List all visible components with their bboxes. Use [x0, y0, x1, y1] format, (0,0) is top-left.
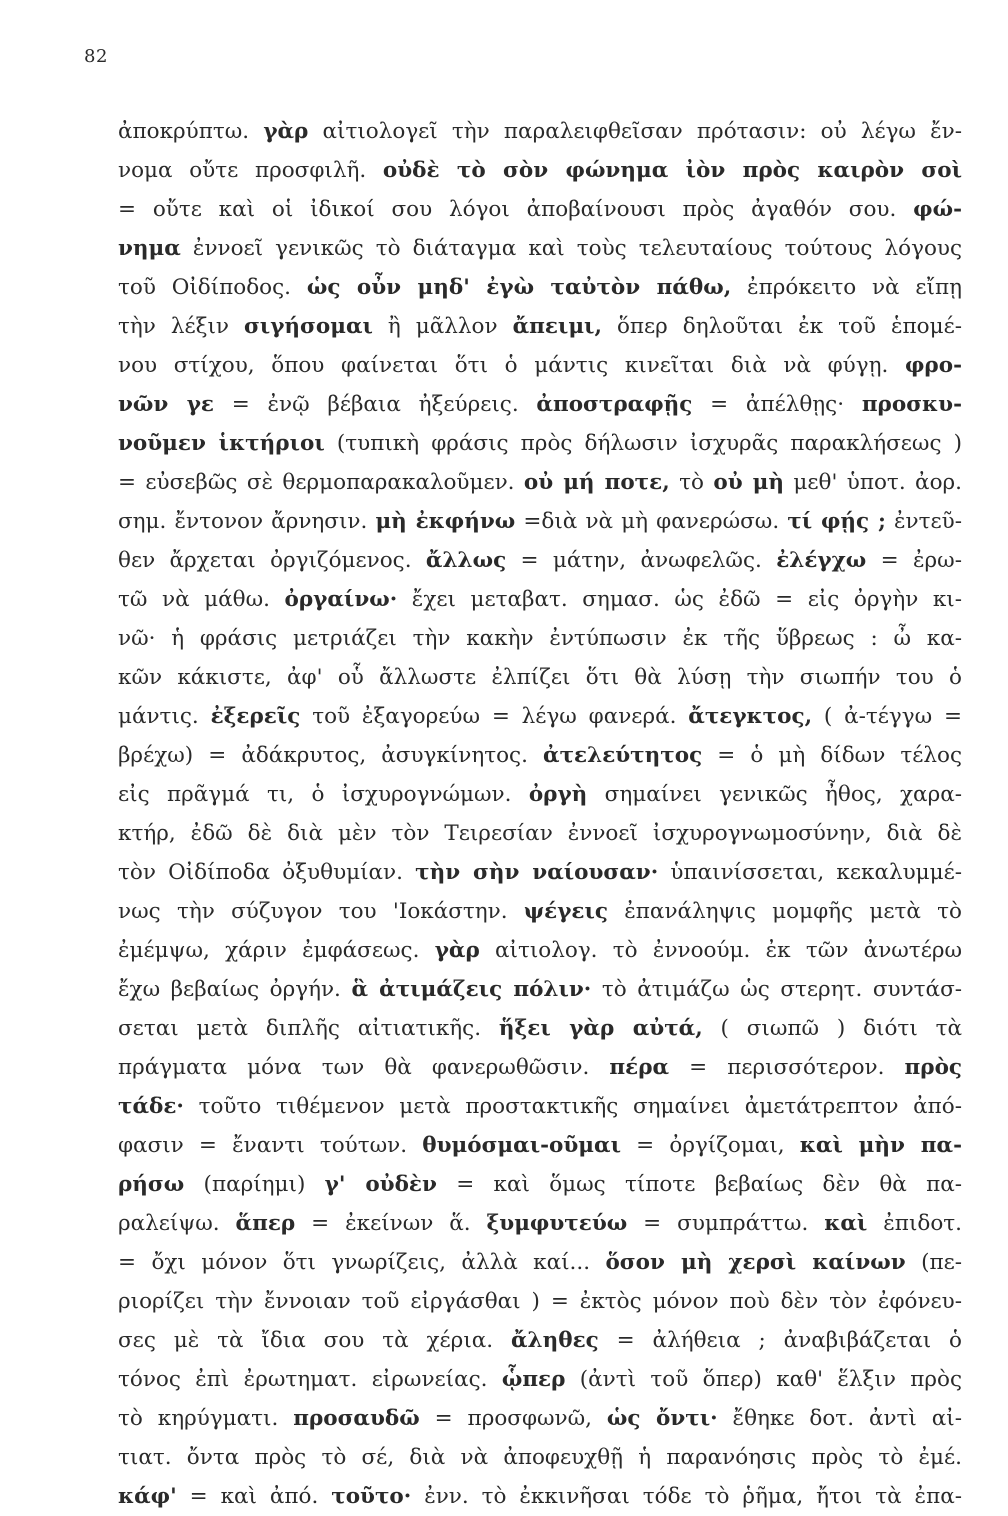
lemma-term: καὶ μὴν πα- [799, 1133, 962, 1158]
lemma-term: πρὸς [904, 1055, 962, 1080]
commentary-text: μάντις. [118, 704, 211, 729]
lemma-term: προσκυ- [861, 392, 962, 417]
text-line [118, 1204, 962, 1243]
text-line [118, 775, 962, 814]
commentary-text: αἰτιολογεῖ τὴν παραλειφθεῖσαν πρότασιν: οὐ λέγω ἔν- [308, 119, 962, 144]
lemma-term: καὶ [824, 1211, 868, 1236]
text-line [118, 463, 962, 502]
commentary-text: ὅπερ δηλοῦται ἐκ τοῦ ἑπομέ- [601, 314, 962, 339]
commentary-text: πράγματα μόνα των θὰ φανερωθῶσιν. [118, 1055, 610, 1080]
lemma-term: πέρα [609, 1055, 670, 1080]
lemma-term: φρο- [904, 353, 962, 378]
text-line [118, 229, 962, 268]
commentary-text: = ἀλήθεια ; ἀναβιβάζεται ὁ [598, 1328, 962, 1353]
lemma-term: νῶν γε [118, 392, 214, 417]
commentary-text: ἔχει μεταβατ. σημασ. ὡς ἐδῶ = εἰς ὀργὴν κι- [397, 587, 962, 612]
commentary-text: ἐμέμψω, χάριν ἐμφάσεως. [118, 938, 435, 963]
lemma-term: φώ- [913, 197, 962, 222]
text-line [118, 190, 962, 229]
lemma-term: ἐξερεῖς [210, 704, 301, 729]
lemma-term: ἄτεγκτος, [688, 704, 813, 729]
commentary-text: = ἐνῷ βέβαια ἠξεύρεις. [213, 392, 537, 417]
commentary-text: = οὔτε καὶ οἱ ἰδικοί σου λόγοι ἀποβαίνουσι πρὸς ἀγαθόν σου. [118, 197, 914, 222]
lemma-term: ἄληθες [511, 1328, 599, 1353]
commentary-text: φασιν = ἔναντι τούτων. [118, 1133, 423, 1158]
page-number: 82 [84, 46, 108, 67]
text-line [118, 736, 962, 775]
lemma-term: ὀργὴ [528, 782, 588, 807]
commentary-text: = εὐσεβῶς σὲ θερμοπαρακαλοῦμεν. [118, 470, 524, 495]
commentary-text: ἐνν. τὸ ἐκκινῆσαι τόδε τὸ ῥῆμα, ἤτοι τὰ ἐπα- [411, 1484, 962, 1509]
text-line [118, 970, 962, 1009]
text-line [118, 1360, 962, 1399]
commentary-text: ἔθηκε δοτ. ἀντὶ αἰ- [717, 1406, 962, 1431]
text-line [118, 385, 962, 424]
lemma-term: γὰρ [434, 938, 480, 963]
commentary-text: ριορίζει τὴν ἔννοιαν τοῦ εἰργάσθαι ) = ἐκτὸς μόνον ποὺ δὲν τὸν ἐφόνευ- [118, 1289, 962, 1314]
commentary-text: = προσφωνῶ, [419, 1406, 607, 1431]
text-line [118, 619, 962, 658]
text-line [118, 1009, 962, 1048]
text-line [118, 1477, 962, 1516]
commentary-text: ( σιωπῶ ) διότι τὰ [702, 1016, 962, 1041]
lemma-term: τί φῄς ; [787, 509, 886, 534]
commentary-text: νου στίχου, ὅπου φαίνεται ὅτι ὁ μάντις κινεῖται διὰ νὰ φύγῃ. [118, 353, 905, 378]
commentary-text: κτήρ, ἐδῶ δὲ διὰ μὲν τὸν Τειρεσίαν ἐννοεῖ ἰσχυρογνωμοσύνην, διὰ δὲ [118, 821, 962, 846]
commentary-text: ἐντεῦ- [885, 509, 962, 534]
commentary-text: = ἐρω- [866, 548, 962, 573]
text-line [118, 853, 962, 892]
lemma-term: ἀτελεύτητος [543, 743, 703, 768]
text-line [118, 1282, 962, 1321]
text-line [118, 658, 962, 697]
lemma-term: ἄπειμι, [512, 314, 602, 339]
commentary-text: αἰτιολογ. τὸ ἐννοούμ. ἐκ τῶν ἀνωτέρω [479, 938, 962, 963]
commentary-text: (πε- [905, 1250, 962, 1275]
commentary-text: =διὰ νὰ μὴ φανερώσω. [515, 509, 788, 534]
commentary-text: τὸ [669, 470, 714, 495]
lemma-term: ἀποστραφῇς [536, 392, 693, 417]
commentary-text: (ἀντὶ τοῦ ὅπερ) καθ' ἕλξιν πρὸς [565, 1367, 962, 1392]
text-line [118, 1048, 962, 1087]
lemma-term: ἃ ἀτιμάζεις πόλιν· [351, 977, 592, 1002]
lemma-term: ὡς ὄντι· [606, 1406, 718, 1431]
text-line [118, 307, 962, 346]
commentary-text: νομα οὔτε προσφιλῆ. [118, 158, 383, 183]
commentary-text: μεθ' ὑποτ. ἀορ. [784, 470, 962, 495]
text-line [118, 112, 962, 151]
commentary-text: (τυπικὴ φράσις πρὸς δήλωσιν ἰσχυρᾶς παρακλήσεως ) [324, 431, 962, 456]
commentary-text: ἔχω βεβαίως ὀργήν. [118, 977, 352, 1002]
commentary-text: = μάτην, ἀνωφελῶς. [506, 548, 777, 573]
commentary-text: νῶ· ἡ φράσις μετριάζει τὴν κακὴν ἐντύπωσιν ἐκ τῆς ὕβρεως : ὦ κα- [118, 626, 962, 651]
commentary-text: τόνος ἐπὶ ἐρωτηματ. εἰρωνείας. [118, 1367, 502, 1392]
lemma-term: ὅσον μὴ χερσὶ καίνων [605, 1250, 906, 1275]
lemma-term: νημα [118, 236, 181, 261]
commentary-text: ἀποκρύπτω. [118, 119, 264, 144]
text-line [118, 1243, 962, 1282]
lemma-term: ἐλέγχω [776, 548, 867, 573]
lemma-term: γ' οὐδὲν [324, 1172, 437, 1197]
text-line [118, 346, 962, 385]
text-line [118, 580, 962, 619]
lemma-term: ρήσω [118, 1172, 185, 1197]
commentary-text: = καὶ ὅμως τίποτε βεβαίως δὲν θὰ πα- [436, 1172, 962, 1197]
text-line [118, 424, 962, 463]
text-line [118, 1165, 962, 1204]
text-line [118, 151, 962, 190]
lemma-term: νοῦμεν ἱκτήριοι [118, 431, 325, 456]
commentary-text: ἐπιδοτ. [867, 1211, 962, 1236]
commentary-text: ἐννοεῖ γενικῶς τὸ διάταγμα καὶ τοὺς τελευταίους τούτους λόγους [180, 236, 962, 261]
text-line [118, 541, 962, 580]
commentary-text: σες μὲ τὰ ἴδια σου τὰ χέρια. [118, 1328, 511, 1353]
commentary-text: τῶ νὰ μάθω. [118, 587, 285, 612]
lemma-term: κάφ' [118, 1484, 177, 1509]
commentary-text: ὑπαινίσσεται, κεκαλυμμέ- [658, 860, 962, 885]
commentary-text: τὴν λέξιν [118, 314, 244, 339]
body-text [118, 112, 962, 1516]
commentary-text: τὸ ἀτιμάζω ὡς στερητ. συντάσ- [591, 977, 962, 1002]
commentary-text: ἐπρόκειτο νὰ εἴπῃ [731, 275, 962, 300]
commentary-text: = ὄχι μόνον ὅτι γνωρίζεις, ἀλλὰ καί... [118, 1250, 606, 1275]
commentary-text: ραλείψω. [118, 1211, 236, 1236]
lemma-term: ξυμφυτεύω [486, 1211, 628, 1236]
commentary-text: εἰς πρᾶγμά τι, ὁ ἰσχυρογνώμων. [118, 782, 529, 807]
commentary-text: σημ. ἔντονον ἄρνησιν. [118, 509, 376, 534]
commentary-text: τὸν Οἰδίποδα ὀξυθυμίαν. [118, 860, 416, 885]
lemma-term: οὐ μὴ [713, 470, 785, 495]
lemma-term: οὐδὲ τὸ σὸν φώνημα ἰὸν πρὸς καιρὸν σοὶ [382, 158, 962, 183]
text-line [118, 1438, 962, 1477]
commentary-text: ἐπανάληψις μομφῆς μετὰ τὸ [607, 899, 962, 924]
lemma-term: θυμόσμαι-οῦμαι [422, 1133, 621, 1158]
commentary-text: = συμπράττω. [627, 1211, 825, 1236]
commentary-text: σεται μετὰ διπλῆς αἰτιατικῆς. [118, 1016, 499, 1041]
commentary-text: = ὁ μὴ δίδων τέλος [702, 743, 962, 768]
lemma-term: τοῦτο· [331, 1484, 412, 1509]
lemma-term: τάδε· [118, 1094, 184, 1119]
commentary-text: = ἀπέλθῃς· [692, 392, 862, 417]
commentary-text: τιατ. ὄντα πρὸς τὸ σέ, διὰ νὰ ἀποφευχθῇ ἡ παρανόησις πρὸς τὸ ἐμέ. [118, 1445, 962, 1470]
commentary-text: βρέχω) = ἀδάκρυτος, ἀσυγκίνητος. [118, 743, 544, 768]
text-line [118, 814, 962, 853]
lemma-term: ψέγεις [523, 899, 608, 924]
lemma-term: σιγήσομαι [243, 314, 373, 339]
lemma-term: ἥξει γὰρ αὐτά, [498, 1016, 703, 1041]
commentary-text: ( ἀ-τέγγω = [812, 704, 962, 729]
commentary-text: σημαίνει γενικῶς ἦθος, χαρα- [587, 782, 962, 807]
commentary-text: τὸ κηρύγματι. [118, 1406, 294, 1431]
text-line [118, 502, 962, 541]
lemma-term: προσαυδῶ [293, 1406, 420, 1431]
commentary-text: (παρίημι) [184, 1172, 325, 1197]
commentary-text: θεν ἄρχεται ὀργιζόμενος. [118, 548, 426, 573]
text-line [118, 1399, 962, 1438]
lemma-term: ἅπερ [235, 1211, 296, 1236]
commentary-text: νως τὴν σύζυγον του 'Ιοκάστην. [118, 899, 524, 924]
lemma-term: μὴ ἐκφήνω [375, 509, 516, 534]
text-line [118, 268, 962, 307]
commentary-text: = ἐκείνων ἅ. [295, 1211, 487, 1236]
commentary-text: τοῦ Οἰδίποδος. [118, 275, 307, 300]
text-line [118, 1321, 962, 1360]
text-line [118, 1087, 962, 1126]
text-line [118, 931, 962, 970]
text-line [118, 1126, 962, 1165]
lemma-term: ὀργαίνω· [284, 587, 398, 612]
lemma-term: ὡς οὖν μηδ' ἐγὼ ταὐτὸν πάθω, [306, 275, 732, 300]
commentary-text: = καὶ ἀπό. [176, 1484, 332, 1509]
commentary-text: = ὀργίζομαι, [621, 1133, 800, 1158]
commentary-text: κῶν κάκιστε, ἀφ' οὗ ἄλλωστε ἐλπίζει ὅτι θὰ λύσῃ τὴν σιωπήν του ὁ [118, 665, 962, 690]
commentary-text: = περισσότερον. [669, 1055, 905, 1080]
lemma-term: γὰρ [263, 119, 309, 144]
text-line [118, 892, 962, 931]
lemma-term: οὐ μή ποτε, [523, 470, 670, 495]
text-line [118, 697, 962, 736]
lemma-term: ἄλλως [425, 548, 507, 573]
commentary-text: ἢ μᾶλλον [372, 314, 513, 339]
commentary-text: τοῦτο τιθέμενον μετὰ προστακτικῆς σημαίνει ἀμετάτρεπτον ἀπό- [183, 1094, 962, 1119]
commentary-text: τοῦ ἐξαγορεύω = λέγω φανερά. [300, 704, 689, 729]
lemma-term: ᾧπερ [501, 1367, 566, 1392]
lemma-term: τὴν σὴν ναίουσαν· [415, 860, 659, 885]
